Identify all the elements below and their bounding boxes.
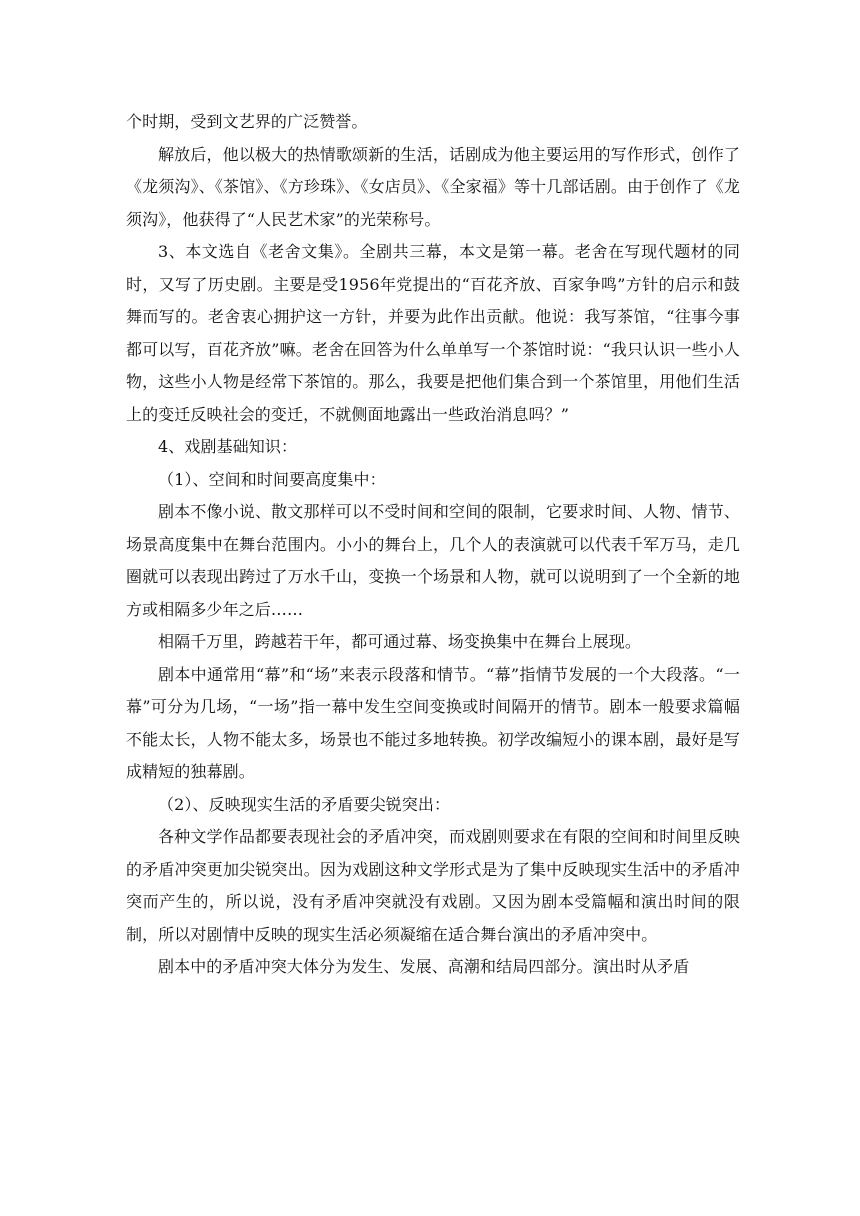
paragraph-item-3-source: 3、本文选自《老舍文集》。全剧共三幕，本文是第一幕。老舍在写现代题材的同时，又写了历史剧。主要是受1956年党提出的“百花齐放、百家争鸣”方针的启示和鼓舞而写的。老舍衷心拥护这一方针，并要为此作出贡献。他说：我写茶馆，“往事今事都可以写，百花齐放”嘛。老舍在回答为什么单单写一个茶馆时说：“我只认识一些小人物，这些小人物是经常下茶馆的。那么，我要是把他们集合到一个茶馆里，用他们生活上的变迁反映社会的变迁，不就侧面地露出一些政治消息吗？” xyxy=(126,242,740,424)
paragraph-distance-years: 相隔千万里，跨越若干年，都可通过幕、场变换集中在舞台上展现。 xyxy=(158,632,642,651)
paragraph-conflict-explanation: 各种文学作品都要表现社会的矛盾冲突，而戏剧则要求在有限的空间和时间里反映的矛盾冲突更加尖锐突出。因为戏剧这种文学形式是为了集中反映现实生活中的矛盾冲突而产生的，所以说，没有矛盾冲突就没有戏剧。又因为剧本受篇幅和演出时间的限制，所以对剧情中反映的现实生活必须凝缩在适合舞台演出的矛盾冲突中。 xyxy=(126,827,740,944)
subheading-space-time: （1）、空间和时间要高度集中： xyxy=(158,469,386,489)
paragraph-conflict-stages: 剧本中的矛盾冲突大体分为发生、发展、高潮和结局四部分。演出时从矛盾 xyxy=(158,957,690,976)
subheading-conflict: （2）、反映现实生活的矛盾要尖锐突出： xyxy=(158,794,451,814)
paragraph-after-liberation: 解放后，他以极大的热情歌颂新的生活，话剧成为他主要运用的写作形式，创作了《龙须沟》、《茶馆》、《方珍珠》、《女店员》、《全家福》等十几部话剧。由于创作了《龙须沟》，他获得了“人民艺术家”的光荣称号。 xyxy=(126,144,740,229)
paragraph-script-constraints: 剧本不像小说、散文那样可以不受时间和空间的限制，它要求时间、人物、情节、场景高度集中在舞台范围内。小小的舞台上，几个人的表演就可以代表千军万马，走几圈就可以表现出跨过了万水千山，变换一个场景和人物，就可以说明到了一个全新的地方或相隔多少年之后…… xyxy=(126,502,740,619)
paragraph-acts-scenes: 剧本中通常用“幕”和“场”来表示段落和情节。“幕”指情节发展的一个大段落。“一幕”可分为几场，“一场”指一幕中发生空间变换或时间隔开的情节。剧本一般要求篇幅不能太长，人物不能太多，场景也不能过多地转换。初学改编短小的课本剧，最好是写成精短的独幕剧。 xyxy=(126,664,740,781)
paragraph-continuation: 个时期，受到文艺界的广泛赞誉。 xyxy=(126,112,368,131)
section-heading-drama-basics: 4、戏剧基础知识： xyxy=(158,437,298,456)
document-body xyxy=(126,106,740,984)
